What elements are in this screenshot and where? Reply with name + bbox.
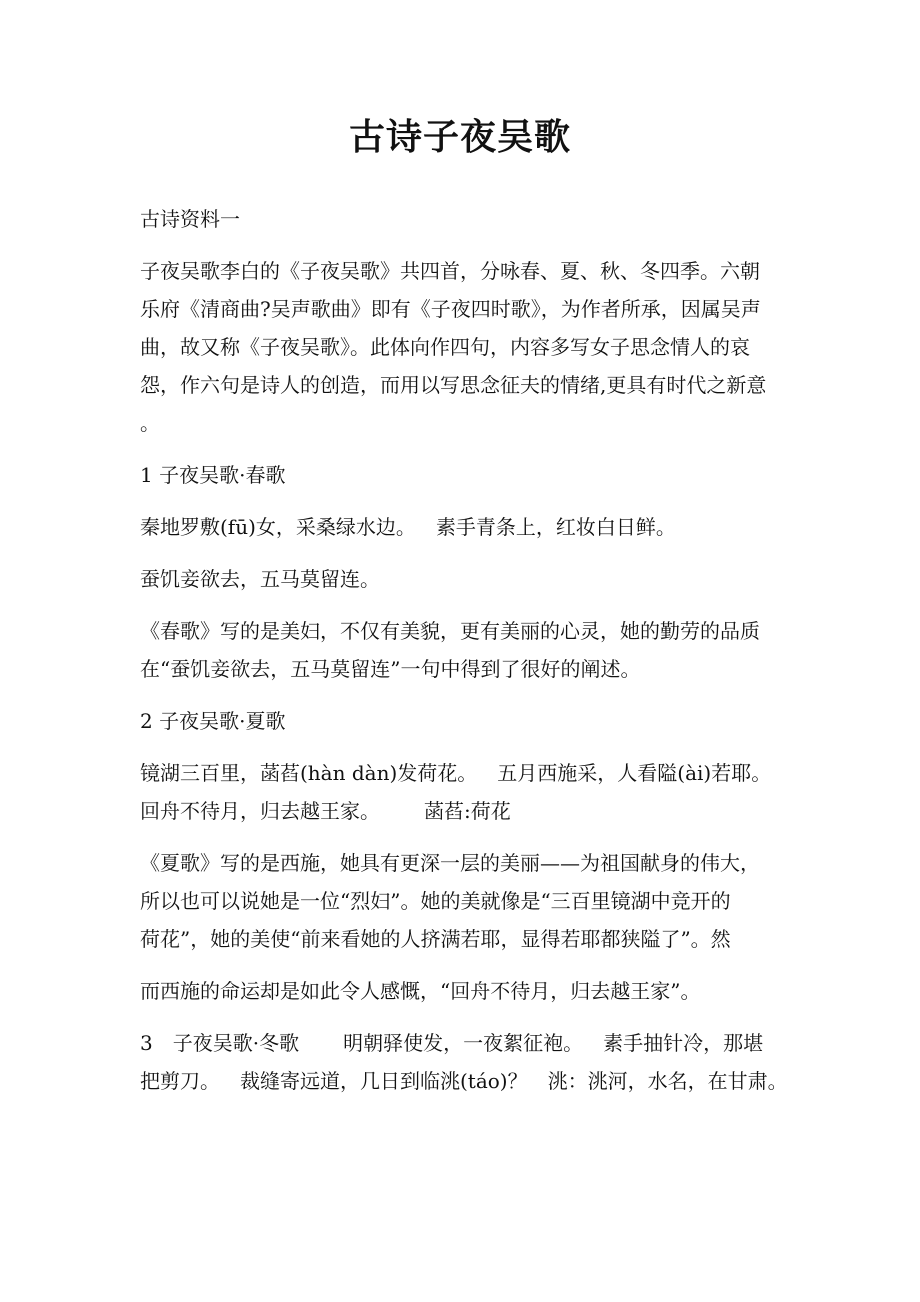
summer-verse [140,754,782,830]
intro-line: 子夜吴歌李白的《子夜吴歌》共四首，分咏春、夏、秋、冬四季。六朝 [140,259,760,283]
winter-verse-a: 明朝驿使发，一夜絮征袍。 [343,1031,584,1055]
summer-comment [140,844,782,958]
section-label-text: 古诗资料一 [140,207,240,231]
summer-heading [140,702,782,740]
winter-heading: 3 子夜吴歌·冬歌 [140,1031,300,1055]
spring-comment-line: 在“蚕饥妾欲去，五马莫留连”一句中得到了很好的阐述。 [140,657,641,681]
summer-verse-line [140,792,782,830]
summer-verse-line [140,754,782,792]
intro-line: 乐府《清商曲?吴声歌曲》即有《子夜四时歌》，为作者所承，因属吴声 [140,297,761,321]
spring-verse [140,508,782,546]
winter-line [140,1024,782,1062]
spring-verse-end [140,560,782,598]
summer-note: 菡萏:荷花 [424,799,511,823]
spring-comment [140,612,782,688]
intro-paragraph [140,252,782,442]
summer-comment-line: 而西施的命运却是如此令人感慨，“回舟不待月，归去越王家”。 [140,979,701,1003]
summer-verse-b: 五月西施采，人看隘(ài)若耶。 [497,761,772,785]
winter-line [140,1062,788,1100]
summer-comment-line: 《夏歌》写的是西施，她具有更深一层的美丽——为祖国献身的伟大， [140,851,760,875]
winter-section [140,1024,788,1100]
intro-line: 。 [140,411,160,435]
spring-heading [140,456,782,494]
winter-verse-c: 把剪刀。 [140,1069,220,1093]
page-title: 古诗子夜吴歌 [348,116,571,158]
summer-comment-end [140,972,782,1010]
spring-verse-b: 素手青条上，红妆白日鲜。 [435,515,676,539]
summer-heading-text: 2 子夜吴歌·夏歌 [140,709,286,733]
spring-comment-line: 《春歌》写的是美妇，不仅有美貌，更有美丽的心灵，她的勤劳的品质 [140,619,760,643]
spring-heading-text: 1 子夜吴歌·春歌 [140,463,286,487]
summer-comment-line: 荷花”，她的美使“前来看她的人挤满若耶，显得若耶都狭隘了”。然 [140,927,731,951]
summer-comment-line: 所以也可以说她是一位“烈妇”。她的美就像是“三百里镜湖中竞开的 [140,889,731,913]
winter-verse-d: 裁缝寄远道，几日到临洮(táo)？ [240,1069,528,1093]
winter-note: 洮：洮河，水名，在甘肃。 [547,1069,788,1093]
spring-verse-a: 秦地罗敷(fū)女，采桑绿水边。 [140,515,416,539]
document-body [140,200,788,1114]
spring-verse-line [140,508,782,546]
intro-line: 曲，故又称《子夜吴歌》。此体向作四句，内容多写女子思念情人的哀 [140,335,750,359]
summer-verse-c: 回舟不待月，归去越王家。 [140,799,380,823]
intro-line: 怨，作六句是诗人的创造，而用以写思念征夫的情绪,更具有时代之新意 [140,373,767,397]
spring-verse-c: 蚕饥妾欲去，五马莫留连。 [140,567,380,591]
summer-verse-a: 镜湖三百里，菡萏(hàn dàn)发荷花。 [140,761,478,785]
winter-verse-b: 素手抽针冷，那堪 [603,1031,764,1055]
section-label [140,200,782,238]
